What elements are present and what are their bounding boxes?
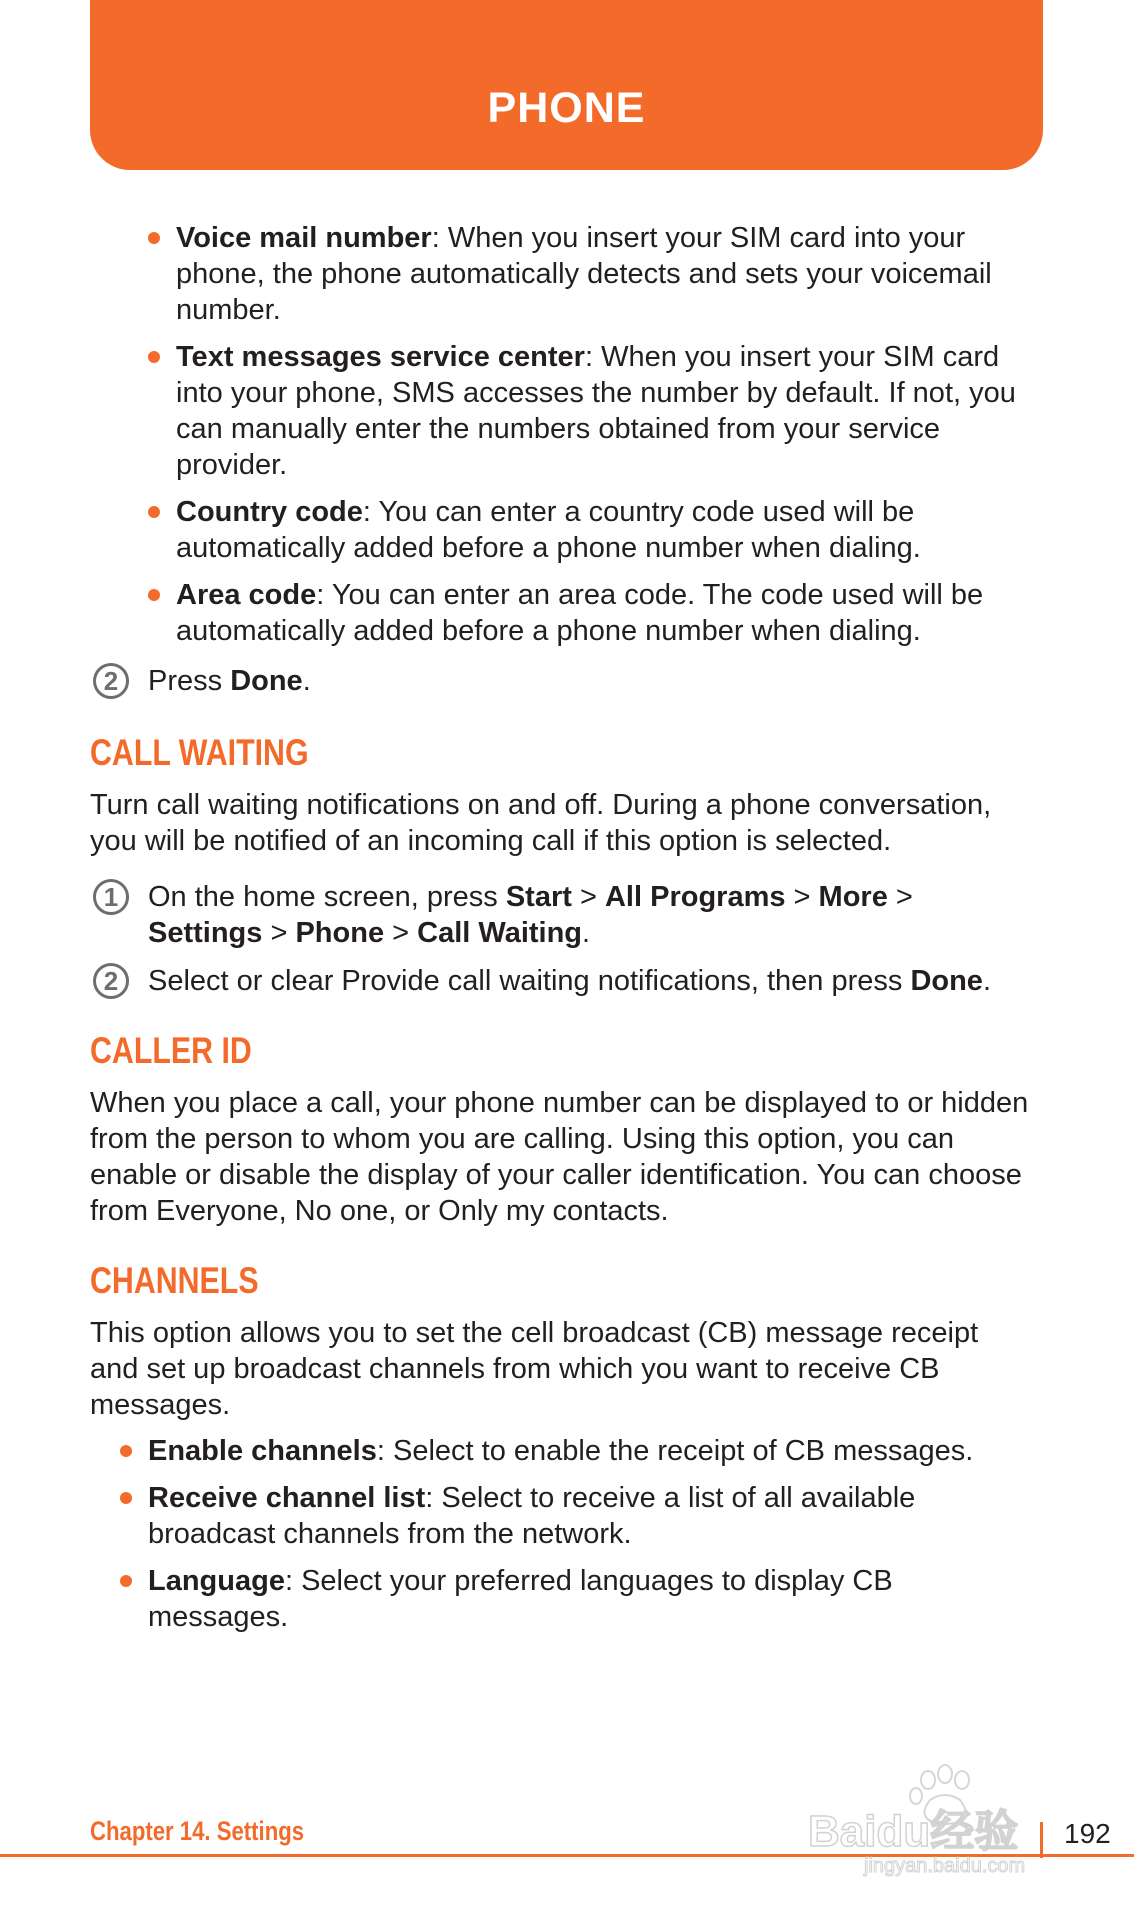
step-suffix: . — [982, 965, 991, 997]
bullet-text: : Select your preferred languages to display CB messages. — [148, 1565, 893, 1633]
step-separator: > — [571, 881, 605, 913]
list-item — [90, 577, 1030, 649]
step-text: Press — [148, 665, 231, 697]
list-item — [90, 1480, 1030, 1552]
bullet-text: : Select to receive a list of all available broadcast channels from the network. — [148, 1482, 916, 1550]
step-bold: Done — [910, 965, 983, 997]
step-separator: > — [262, 917, 296, 949]
page-title: PHONE — [487, 84, 646, 132]
bullet-icon — [120, 1575, 132, 1587]
footer-chapter-label: Chapter 14. Settings — [90, 1816, 305, 1846]
list-item — [90, 220, 1030, 328]
step-bold: Start — [505, 881, 572, 913]
step-separator: > — [887, 881, 913, 913]
step-item — [90, 663, 1030, 699]
header-banner — [90, 0, 1043, 170]
bullet-term: Area code — [176, 579, 317, 611]
baidu-watermark-logo — [800, 1760, 1065, 1880]
step-number-icon: 1 — [93, 879, 129, 915]
list-item — [90, 339, 1030, 483]
section-description: This option allows you to set the cell broadcast (CB) message receipt and set up broadcast channels from which you want to receive CB messages. — [90, 1317, 979, 1421]
bullet-term: Country code — [176, 496, 363, 528]
section-title-call-waiting: CALL WAITING — [90, 732, 309, 773]
page-number: 192 — [1064, 1818, 1111, 1849]
bullet-icon — [148, 506, 160, 518]
section-description: Turn call waiting notifications on and off. During a phone conversation, you will be notified of an incoming call if this option is selected. — [90, 789, 992, 857]
step-number-icon: 2 — [93, 963, 129, 999]
bullet-term: Voice mail number — [176, 222, 432, 254]
section-title-caller-id: CALLER ID — [90, 1030, 252, 1071]
bullet-text: : You can enter an area code. The code used will be automatically added before a phone number when dialing. — [176, 579, 984, 647]
step-item — [90, 879, 1030, 951]
bullet-text: : You can enter a country code used will be automatically added before a phone number when dialing. — [176, 496, 921, 564]
bullet-text: : When you insert your SIM card into your phone, the phone automatically detects and sets your voicemail number. — [176, 222, 992, 326]
step-bold: Call Waiting — [417, 917, 583, 949]
list-item — [90, 494, 1030, 566]
watermark-url: jingyan.baidu.com — [864, 1855, 1026, 1877]
step-bold: Settings — [148, 917, 263, 949]
list-item — [90, 1433, 1030, 1469]
step-number-icon: 2 — [93, 663, 129, 699]
bullet-icon — [148, 351, 160, 363]
section-title-channels: CHANNELS — [90, 1260, 259, 1301]
step-text: On the home screen, press — [148, 881, 506, 913]
bullet-icon — [148, 589, 160, 601]
step-bold: Done — [230, 665, 303, 697]
bullet-text: : When you insert your SIM card into your phone, SMS accesses the number by default. If not, you can manually enter the numbers obtained from your service provider. — [176, 341, 1016, 481]
step-separator: > — [384, 917, 418, 949]
step-bold: More — [818, 881, 888, 913]
step-bold: Phone — [295, 917, 385, 949]
step-bold: All Programs — [604, 881, 786, 913]
step-separator: > — [785, 881, 819, 913]
step-item — [90, 963, 1030, 999]
bullet-term: Enable channels — [148, 1435, 377, 1467]
bullet-icon — [120, 1445, 132, 1457]
step-text: Select or clear Provide call waiting notifications, then press — [148, 965, 911, 997]
section-description: When you place a call, your phone number can be displayed to or hidden from the person to whom you are calling. Using this option, you can enable or disable the display of your caller identification. You can choose from Everyone, No one, or Only my contacts. — [90, 1087, 1029, 1227]
bullet-icon — [148, 232, 160, 244]
step-suffix: . — [582, 917, 591, 949]
bullet-term: Text messages service center — [176, 341, 585, 373]
step-suffix: . — [302, 665, 311, 697]
list-item — [90, 1563, 1030, 1635]
bullet-term: Language — [148, 1565, 285, 1597]
watermark-text: Baidu经验 — [808, 1807, 1019, 1856]
main-content — [90, 220, 1030, 1646]
bullet-term: Receive channel list — [148, 1482, 426, 1514]
bullet-icon — [120, 1492, 132, 1504]
bullet-text: : Select to enable the receipt of CB messages. — [376, 1435, 974, 1467]
